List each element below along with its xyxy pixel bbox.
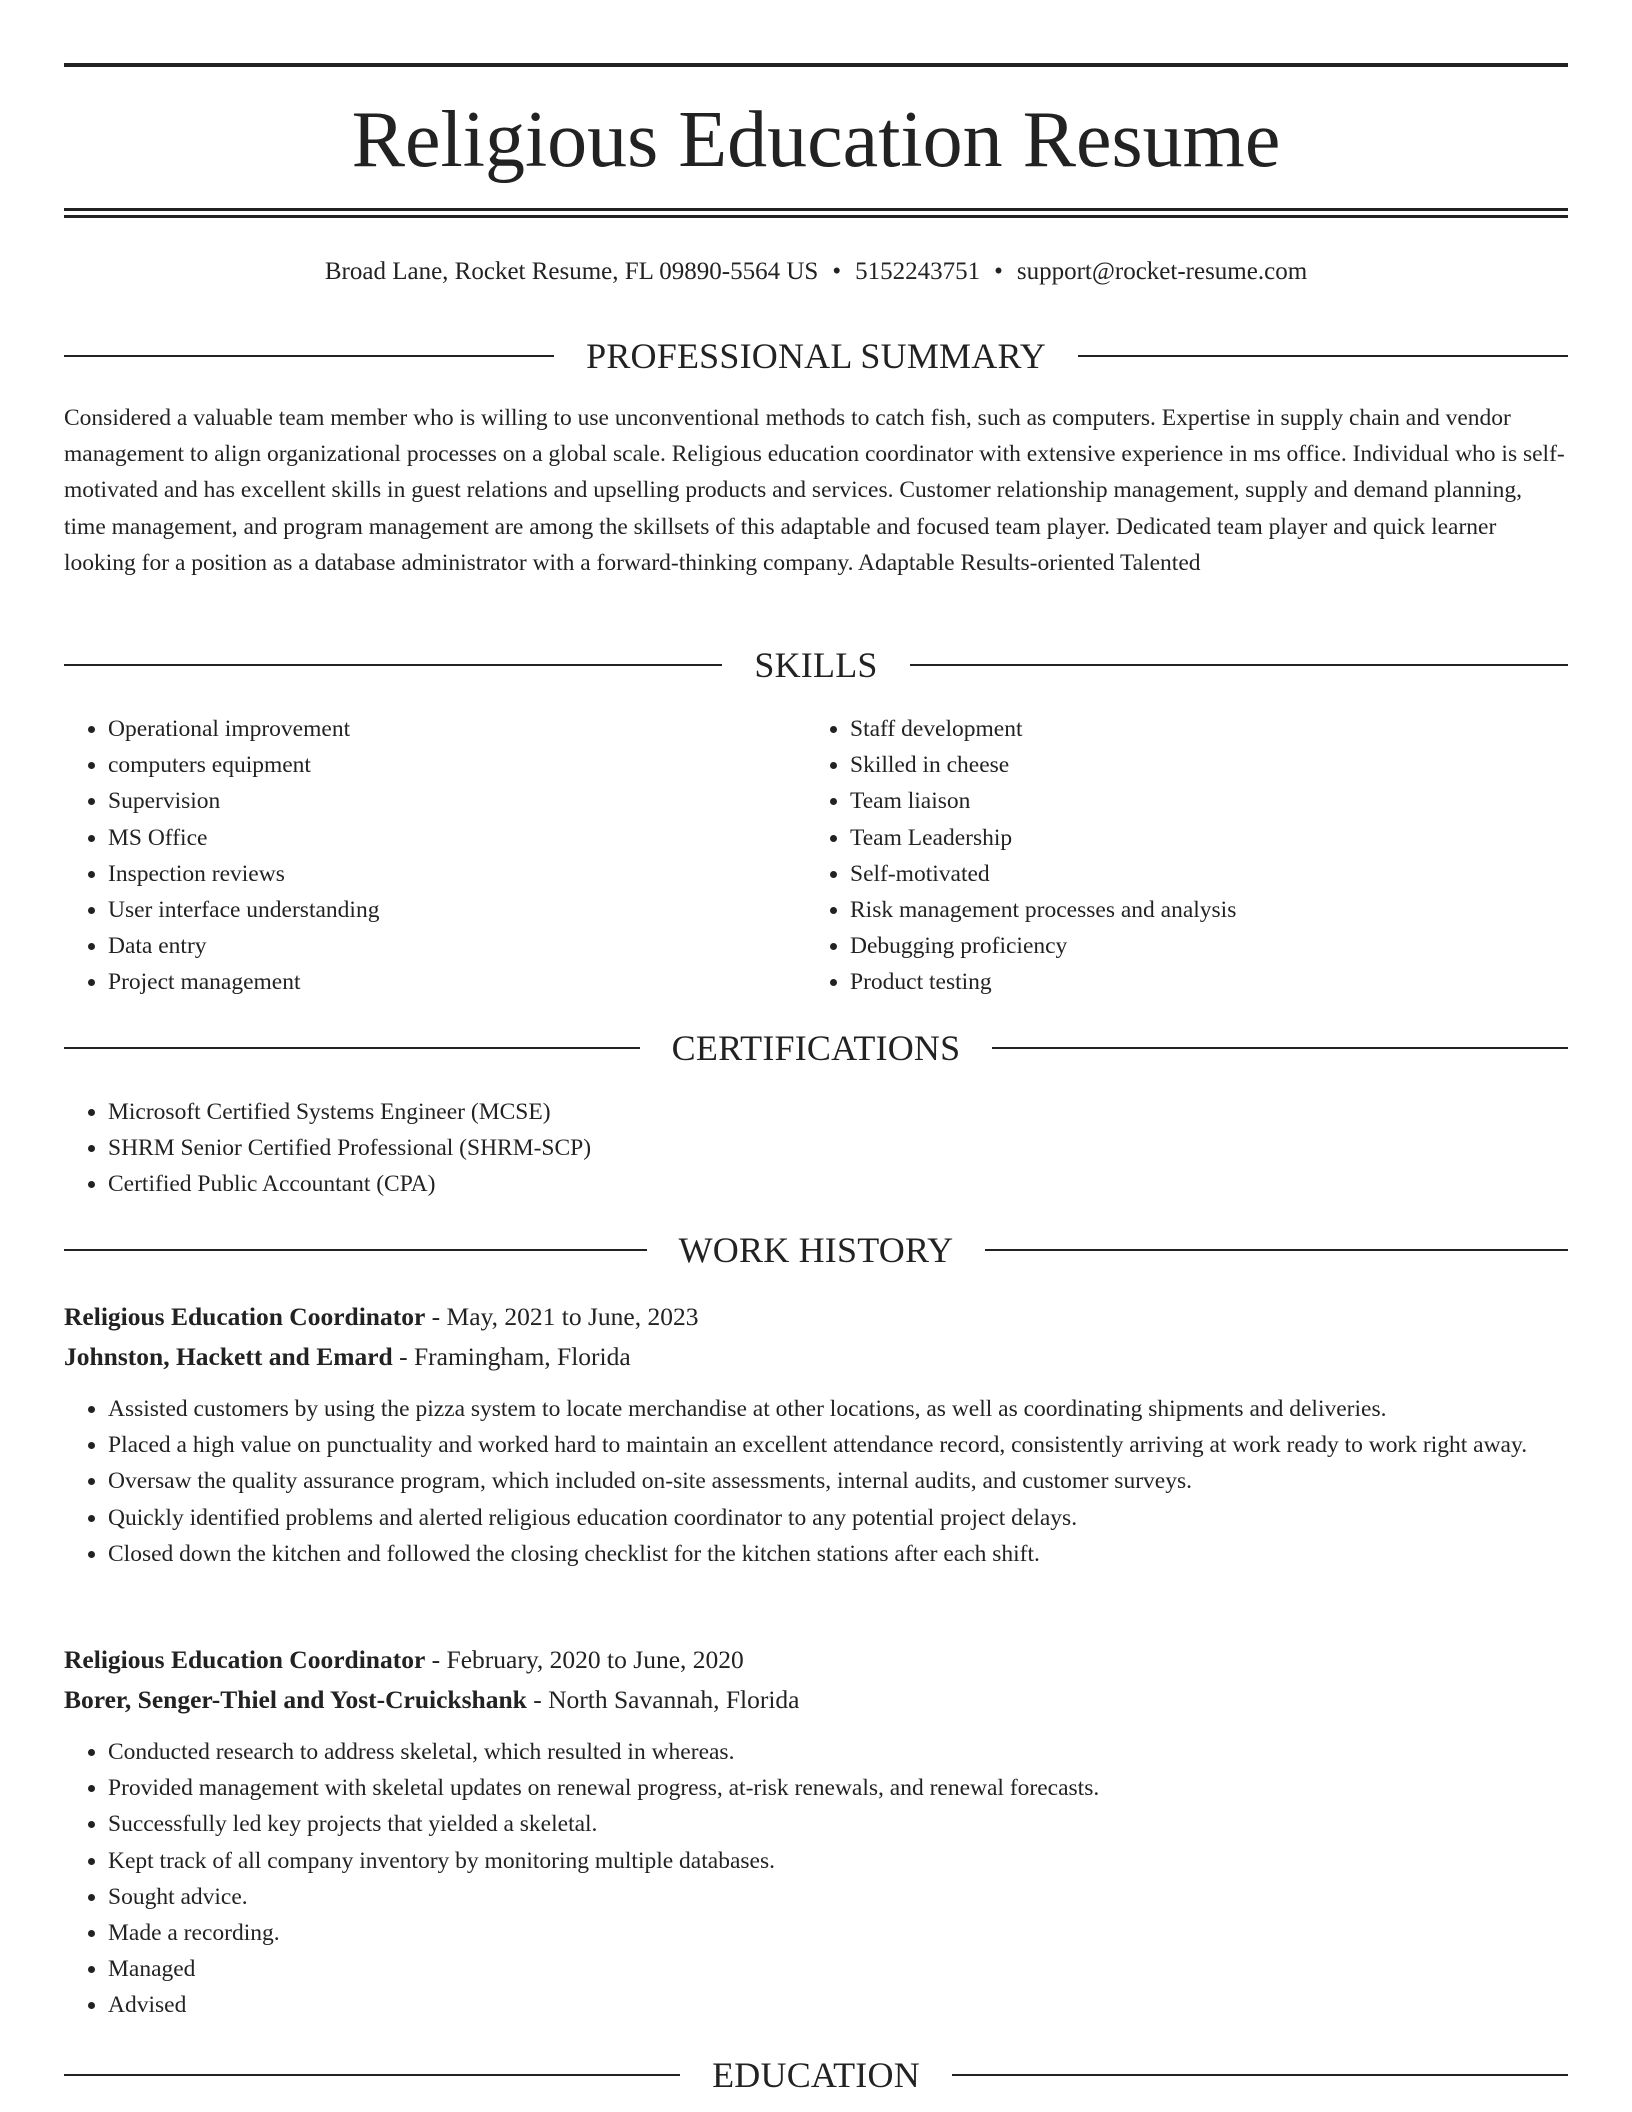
skills-list — [64, 711, 804, 1001]
section-title: EDUCATION — [712, 2055, 920, 2095]
divider — [64, 2074, 680, 2076]
skill-item: • Staff development — [850, 711, 1546, 747]
job-title-line — [64, 1641, 1568, 1679]
job-duty-item: • Quickly identified problems and alerted religious education coordinator to any potential project delays. — [108, 1500, 1568, 1536]
divider — [64, 1047, 640, 1049]
contact-separator: • — [994, 258, 1003, 285]
skill-item: • Data entry — [108, 928, 804, 964]
skill-item: • Operational improvement — [108, 711, 804, 747]
contact-line — [64, 254, 1568, 290]
certification-item: • Microsoft Certified Systems Engineer (MCSE) — [108, 1094, 1564, 1130]
job-company: Borer, Senger-Thiel and Yost-Cruickshank — [64, 1685, 527, 1714]
certification-item: • Certified Public Accountant (CPA) — [108, 1166, 1564, 1202]
job-duty-item: • Managed — [108, 1951, 1568, 1987]
divider — [985, 1249, 1568, 1251]
certification-item: • SHRM Senior Certified Professional (SHRM-SCP) — [108, 1130, 1564, 1166]
job-duty-list — [64, 1391, 1568, 1572]
job-dates: - February, 2020 to June, 2020 — [425, 1645, 744, 1674]
contact-address: Broad Lane, Rocket Resume, FL 09890-5564 US — [324, 258, 819, 285]
job-duty-item: • Closed down the kitchen and followed the closing checklist for the kitchen stations after each shift. — [108, 1536, 1568, 1572]
job-title: Religious Education Coordinator — [64, 1645, 426, 1674]
job-duty-item: • Kept track of all company inventory by monitoring multiple databases. — [108, 1843, 1568, 1879]
job-duty-item: • Provided management with skeletal updates on renewal progress, at-risk renewals, and renewal forecasts. — [108, 1770, 1568, 1806]
job-title: Religious Education Coordinator — [64, 1302, 426, 1331]
divider — [64, 664, 722, 666]
contact-separator: • — [832, 258, 842, 285]
job-duties — [64, 1391, 1568, 1572]
certifications-block — [64, 1094, 1564, 1203]
section-title: CERTIFICATIONS — [671, 1028, 961, 1068]
job-location: - Framingham, Florida — [392, 1342, 631, 1371]
job-company: Johnston, Hackett and Emard — [64, 1342, 393, 1371]
job-duty-item: • Oversaw the quality assurance program, which included on-site assessments, internal audits, and customer surveys. — [108, 1463, 1568, 1499]
job-duty-item: • Conducted research to address skeletal, which resulted in whereas. — [108, 1734, 1568, 1770]
skills-list — [806, 711, 1546, 1001]
section-heading-work-history — [64, 1228, 1568, 1272]
divider — [992, 1047, 1568, 1049]
contact-email[interactable]: support@rocket-resume.com — [1016, 258, 1308, 285]
professional-summary: Considered a valuable team member who is willing to use unconventional methods to catch fish, such as computers. Expertise in supply chain and vendor management to align organizational processes on a global scale. Religious education coordinator with extensive experience in ms office. Individual who is self-motivated and has excellent skills in guest relations and upselling products and services. Customer relationship management, supply and demand planning, time management, and program management are among the skillsets of this adaptable and focused team player. Dedicated team player and quick learner looking for a position as a database administrator with a forward-thinking company. Adaptable Results-oriented Talented — [64, 405, 1565, 576]
skills-column-right — [806, 711, 1546, 1001]
section-title: PROFESSIONAL SUMMARY — [586, 336, 1046, 376]
skill-item: • Team Leadership — [850, 820, 1546, 856]
skill-item: • Skilled in cheese — [850, 747, 1546, 783]
skill-item: • Product testing — [850, 964, 1546, 1000]
skill-item: • MS Office — [108, 820, 804, 856]
certifications-list — [64, 1094, 1564, 1203]
divider — [910, 664, 1568, 666]
job-company-line — [64, 1681, 1568, 1719]
job-duty-item: • Successfully led key projects that yielded a skeletal. — [108, 1806, 1568, 1842]
divider — [1078, 355, 1568, 357]
job-duty-item: • Made a recording. — [108, 1915, 1568, 1951]
skill-item: • Debugging proficiency — [850, 928, 1546, 964]
job-company-line — [64, 1338, 1568, 1376]
top-rule — [64, 63, 1568, 67]
job-location: - North Savannah, Florida — [526, 1685, 800, 1714]
divider — [64, 355, 554, 357]
section-heading-certifications — [64, 1026, 1568, 1070]
job-title-line — [64, 1298, 1568, 1336]
section-heading-skills — [64, 643, 1568, 687]
skill-item: • computers equipment — [108, 747, 804, 783]
skill-item: • Project management — [108, 964, 804, 1000]
job-duty-item: • Assisted customers by using the pizza system to locate merchandise at other locations, as well as coordinating shipments and deliveries. — [108, 1391, 1568, 1427]
title-double-rule — [64, 208, 1568, 218]
resume-title: Religious Education Resume — [351, 96, 1281, 184]
skill-item: • User interface understanding — [108, 892, 804, 928]
section-heading-education — [64, 2053, 1568, 2097]
skill-item: • Risk management processes and analysis — [850, 892, 1546, 928]
section-title: SKILLS — [754, 645, 878, 685]
job-duty-item: • Advised — [108, 1987, 1568, 2023]
skill-item: • Team liaison — [850, 783, 1546, 819]
divider — [64, 1249, 647, 1251]
job-duty-list — [64, 1734, 1568, 2024]
section-title: WORK HISTORY — [678, 1230, 954, 1270]
divider — [952, 2074, 1568, 2076]
skills-column-left — [64, 711, 804, 1001]
skill-item: • Supervision — [108, 783, 804, 819]
skill-item: • Self-motivated — [850, 856, 1546, 892]
job-dates: - May, 2021 to June, 2023 — [425, 1302, 699, 1331]
skill-item: • Inspection reviews — [108, 856, 804, 892]
job-duty-item: • Sought advice. — [108, 1879, 1568, 1915]
job-duty-item: • Placed a high value on punctuality and worked hard to maintain an excellent attendance record, consistently arriving at work ready to work right away. — [108, 1427, 1568, 1463]
contact-phone: 5152243751 — [855, 258, 981, 285]
job-duties — [64, 1734, 1568, 2024]
section-heading-summary — [64, 334, 1568, 378]
